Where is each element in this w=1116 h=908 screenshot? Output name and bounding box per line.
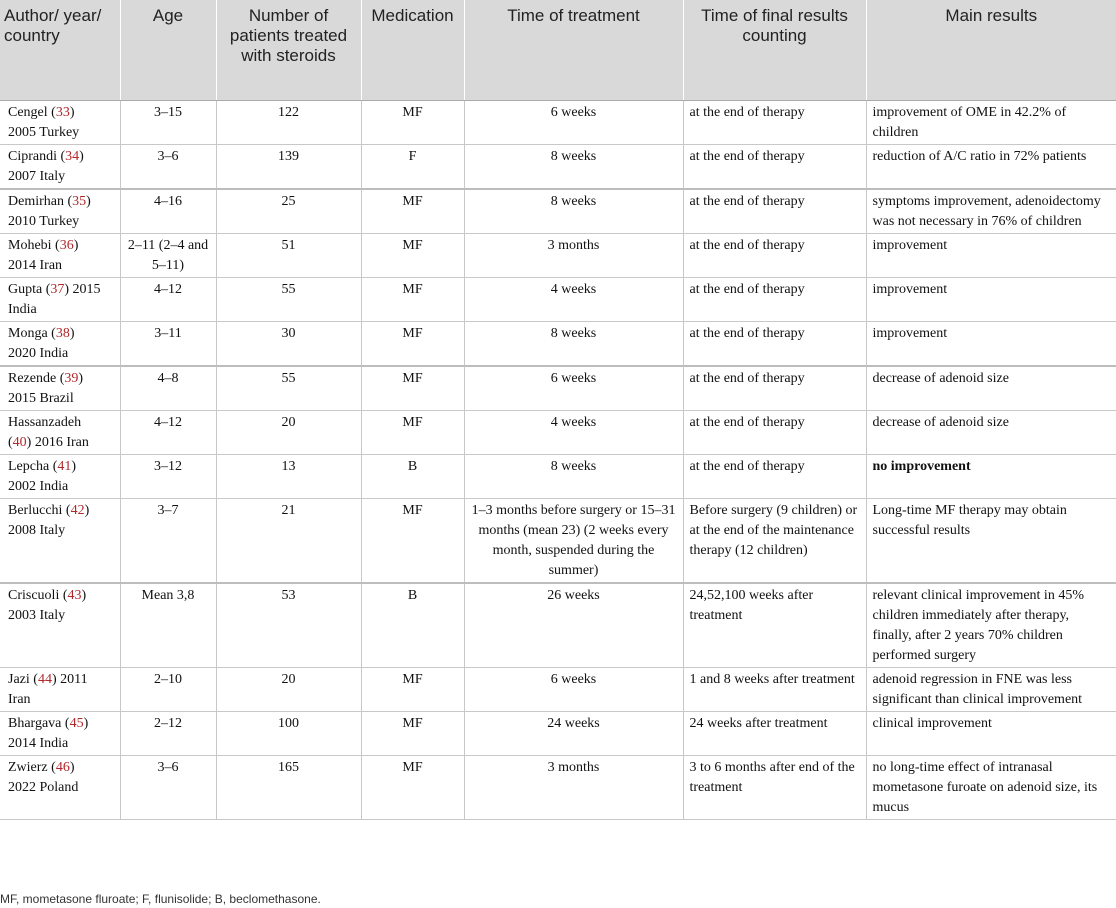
cell-author	[0, 583, 120, 668]
author-suffix: )	[73, 238, 79, 253]
cell-age: 3–6	[120, 145, 216, 190]
cell-patients: 122	[216, 101, 361, 145]
author-year-country: Iran	[8, 692, 31, 707]
cell-age: 2–12	[120, 712, 216, 756]
cell-age: 2–10	[120, 668, 216, 712]
cell-medication: MF	[361, 101, 464, 145]
cell-age: 2–11 (2–4 and 5–11)	[120, 234, 216, 278]
cell-time-treatment: 8 weeks	[464, 322, 683, 367]
author-name: Mohebi (	[8, 238, 60, 253]
cell-patients: 20	[216, 668, 361, 712]
author-year-country: 2008 Italy	[8, 523, 66, 538]
cell-time-counting: at the end of therapy	[683, 101, 866, 145]
header-medication: Medication	[361, 0, 464, 101]
cell-medication: MF	[361, 712, 464, 756]
reference-link[interactable]: 37	[50, 282, 65, 297]
cell-medication: MF	[361, 756, 464, 820]
author-name: Ciprandi (	[8, 149, 66, 164]
cell-author	[0, 234, 120, 278]
cell-medication: MF	[361, 322, 464, 367]
reference-link[interactable]: 43	[67, 588, 82, 603]
author-year-country: 2022 Poland	[8, 780, 79, 795]
header-time-treatment: Time of treatment	[464, 0, 683, 101]
table-row	[0, 366, 1116, 411]
cell-medication: MF	[361, 499, 464, 584]
cell-main-results: adenoid regression in FNE was less significant than clinical improvement	[866, 668, 1116, 712]
cell-time-counting: 3 to 6 months after end of the treatment	[683, 756, 866, 820]
header-patients: Number of patients treated with steroids	[216, 0, 361, 101]
table-row	[0, 756, 1116, 820]
cell-patients: 30	[216, 322, 361, 367]
table-row	[0, 101, 1116, 145]
reference-link[interactable]: 45	[69, 716, 84, 731]
cell-main-results: symptoms improvement, adenoidectomy was not necessary in 76% of children	[866, 189, 1116, 234]
cell-main-results: improvement	[866, 234, 1116, 278]
cell-time-treatment: 6 weeks	[464, 668, 683, 712]
cell-time-treatment: 4 weeks	[464, 411, 683, 455]
table-body	[0, 101, 1116, 820]
cell-time-treatment: 6 weeks	[464, 101, 683, 145]
cell-time-treatment: 8 weeks	[464, 455, 683, 499]
cell-patients: 55	[216, 278, 361, 322]
cell-time-counting: Before surgery (9 children) or at the end of the maintenance therapy (12 children)	[683, 499, 866, 584]
cell-time-treatment: 3 months	[464, 756, 683, 820]
cell-time-counting: at the end of therapy	[683, 234, 866, 278]
reference-link[interactable]: 41	[57, 459, 72, 474]
header-main-results: Main results	[866, 0, 1116, 101]
author-name: Monga (	[8, 326, 56, 341]
cell-patients: 165	[216, 756, 361, 820]
author-suffix: )	[81, 588, 87, 603]
cell-age: 4–12	[120, 278, 216, 322]
cell-main-results: relevant clinical improvement in 45% children immediately after therapy, finally, after 2 years 70% children performed surgery	[866, 583, 1116, 668]
cell-main-results: no improvement	[866, 455, 1116, 499]
cell-age: 4–8	[120, 366, 216, 411]
table-row	[0, 411, 1116, 455]
reference-link[interactable]: 42	[70, 503, 85, 518]
author-name: Criscuoli (	[8, 588, 68, 603]
cell-time-treatment: 26 weeks	[464, 583, 683, 668]
paren: (	[8, 435, 13, 450]
cell-medication: MF	[361, 411, 464, 455]
reference-link[interactable]: 39	[64, 371, 79, 386]
author-name: Gupta (	[8, 282, 51, 297]
author-name: Lepcha (	[8, 459, 58, 474]
cell-author	[0, 189, 120, 234]
author-name: Rezende (	[8, 371, 65, 386]
cell-author	[0, 411, 120, 455]
cell-age: 4–12	[120, 411, 216, 455]
cell-author	[0, 366, 120, 411]
cell-author	[0, 756, 120, 820]
author-suffix: ) 2016 Iran	[26, 435, 89, 450]
header-author: Author/ year/ country	[0, 0, 120, 101]
cell-patients: 13	[216, 455, 361, 499]
author-year-country: 2015 Brazil	[8, 391, 74, 406]
cell-main-results: improvement	[866, 322, 1116, 367]
cell-time-treatment: 4 weeks	[464, 278, 683, 322]
header-age: Age	[120, 0, 216, 101]
author-suffix: )	[79, 149, 84, 164]
author-name: Cengel (	[8, 105, 56, 120]
cell-main-results: clinical improvement	[866, 712, 1116, 756]
cell-time-counting: 1 and 8 weeks after treatment	[683, 668, 866, 712]
reference-link[interactable]: 38	[55, 326, 70, 341]
author-suffix: )	[83, 716, 89, 731]
author-suffix: ) 2015	[64, 282, 101, 297]
table-row	[0, 583, 1116, 668]
header-row	[0, 0, 1116, 101]
author-year-country: 2005 Turkey	[8, 125, 80, 140]
cell-time-treatment: 8 weeks	[464, 189, 683, 234]
cell-medication: MF	[361, 668, 464, 712]
table-footnote: MF, mometasone fluroate; F, flunisolide; B, beclomethasone.	[0, 892, 321, 906]
cell-time-treatment: 1–3 months before surgery or 15–31 months (mean 23) (2 weeks every month, suspended during the summer)	[464, 499, 683, 584]
cell-main-results: no long-time effect of intranasal mometasone furoate on adenoid size, its mucus	[866, 756, 1116, 820]
cell-medication: MF	[361, 366, 464, 411]
reference-link[interactable]: 34	[65, 149, 80, 164]
author-name: Bhargava (	[8, 716, 70, 731]
cell-age: 4–16	[120, 189, 216, 234]
cell-age: 3–15	[120, 101, 216, 145]
author-suffix: )	[84, 503, 90, 518]
author-suffix: ) 2011	[51, 672, 88, 687]
table-row	[0, 499, 1116, 584]
cell-patients: 53	[216, 583, 361, 668]
table-row	[0, 189, 1116, 234]
reference-link[interactable]: 44	[37, 672, 52, 687]
cell-main-results: improvement	[866, 278, 1116, 322]
cell-time-treatment: 3 months	[464, 234, 683, 278]
cell-medication: MF	[361, 189, 464, 234]
table-row	[0, 455, 1116, 499]
cell-time-counting: at the end of therapy	[683, 411, 866, 455]
author-suffix: )	[86, 194, 91, 209]
cell-patients: 100	[216, 712, 361, 756]
author-suffix: )	[69, 760, 75, 775]
reference-link[interactable]: 35	[72, 194, 87, 209]
cell-time-treatment: 8 weeks	[464, 145, 683, 190]
header-time-counting: Time of final results counting	[683, 0, 866, 101]
cell-age: 3–7	[120, 499, 216, 584]
cell-author	[0, 455, 120, 499]
author-name: Berlucchi (	[8, 503, 71, 518]
author-name: Demirhan (	[8, 194, 73, 209]
cell-patients: 20	[216, 411, 361, 455]
cell-patients: 139	[216, 145, 361, 190]
table-row	[0, 712, 1116, 756]
cell-author	[0, 322, 120, 367]
cell-medication: B	[361, 455, 464, 499]
cell-time-counting: at the end of therapy	[683, 145, 866, 190]
cell-patients: 55	[216, 366, 361, 411]
cell-time-treatment: 6 weeks	[464, 366, 683, 411]
cell-medication: F	[361, 145, 464, 190]
cell-time-counting: 24,52,100 weeks after treatment	[683, 583, 866, 668]
author-year-country: 2014 Iran	[8, 258, 63, 273]
cell-medication: B	[361, 583, 464, 668]
table-row	[0, 322, 1116, 367]
table-row	[0, 145, 1116, 190]
reference-link[interactable]: 33	[55, 105, 70, 120]
author-year-country: 2020 India	[8, 346, 69, 361]
cell-author	[0, 278, 120, 322]
author-name: Hassanzadeh	[8, 415, 82, 430]
author-year-country: 2007 Italy	[8, 169, 66, 184]
cell-author	[0, 499, 120, 584]
cell-medication: MF	[361, 234, 464, 278]
cell-author	[0, 145, 120, 190]
cell-patients: 21	[216, 499, 361, 584]
table-row	[0, 278, 1116, 322]
cell-time-counting: at the end of therapy	[683, 455, 866, 499]
cell-time-counting: at the end of therapy	[683, 366, 866, 411]
cell-author	[0, 668, 120, 712]
cell-age: 3–12	[120, 455, 216, 499]
cell-age: Mean 3,8	[120, 583, 216, 668]
cell-time-counting: 24 weeks after treatment	[683, 712, 866, 756]
reference-link[interactable]: 36	[59, 238, 74, 253]
cell-main-results: Long-time MF therapy may obtain successful results	[866, 499, 1116, 584]
author-year-country: 2010 Turkey	[8, 214, 80, 229]
cell-age: 3–11	[120, 322, 216, 367]
cell-main-results: decrease of adenoid size	[866, 366, 1116, 411]
cell-main-results: reduction of A/C ratio in 72% patients	[866, 145, 1116, 190]
cell-author	[0, 101, 120, 145]
reference-link[interactable]: 40	[12, 435, 27, 450]
author-name: Zwierz (	[8, 760, 56, 775]
author-suffix: )	[78, 371, 84, 386]
cell-time-counting: at the end of therapy	[683, 278, 866, 322]
cell-main-results: decrease of adenoid size	[866, 411, 1116, 455]
table-row	[0, 234, 1116, 278]
table-row	[0, 668, 1116, 712]
author-year-country: 2014 India	[8, 736, 69, 751]
cell-patients: 25	[216, 189, 361, 234]
cell-main-results: improvement of OME in 42.2% of children	[866, 101, 1116, 145]
author-suffix: )	[69, 105, 75, 120]
author-name: Jazi (	[8, 672, 38, 687]
cell-medication: MF	[361, 278, 464, 322]
author-suffix: )	[69, 326, 75, 341]
cell-patients: 51	[216, 234, 361, 278]
cell-author	[0, 712, 120, 756]
reference-link[interactable]: 46	[55, 760, 70, 775]
author-year-country: 2003 Italy	[8, 608, 66, 623]
cell-time-counting: at the end of therapy	[683, 322, 866, 367]
author-year-country: India	[8, 302, 37, 317]
cell-time-treatment: 24 weeks	[464, 712, 683, 756]
cell-time-counting: at the end of therapy	[683, 189, 866, 234]
author-year-country: 2002 India	[8, 479, 69, 494]
cell-age: 3–6	[120, 756, 216, 820]
author-suffix: )	[71, 459, 77, 474]
